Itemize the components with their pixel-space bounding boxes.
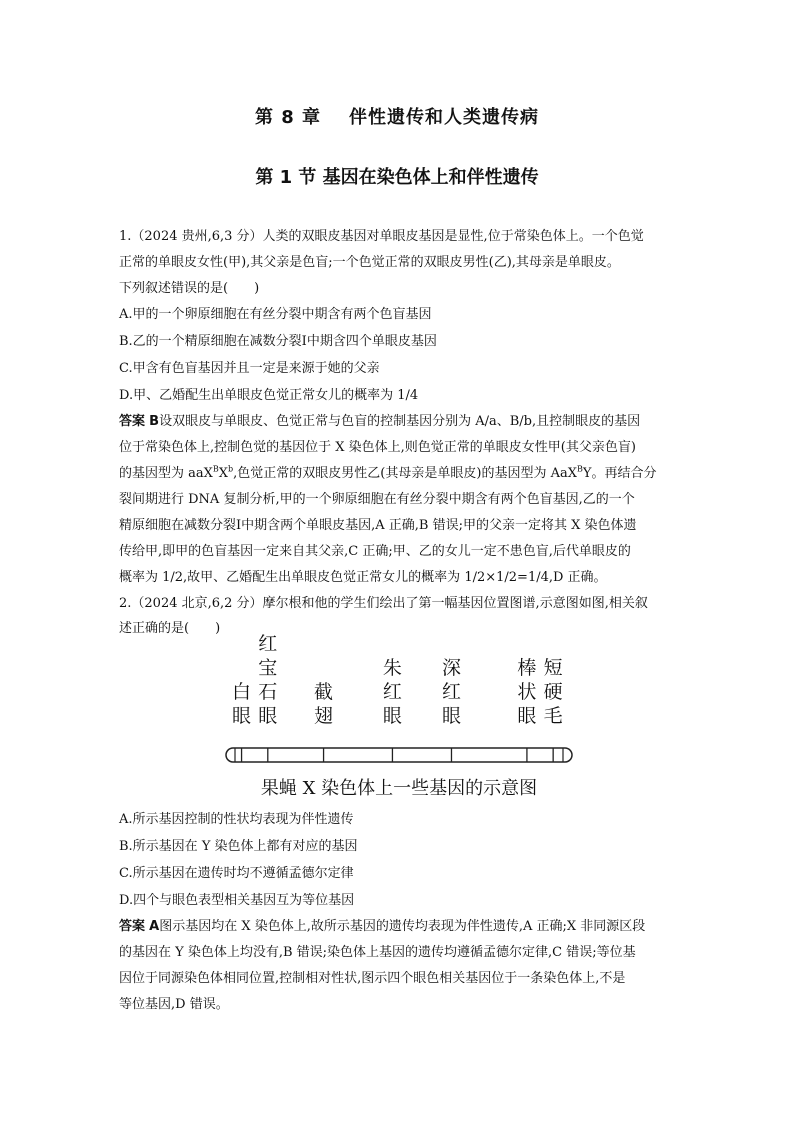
- q2-answer-text-1: 图示基因均在 X 染色体上,故所示基因的遗传均表现为伴性遗传,A 正确;X 非同源区段: [159, 919, 646, 934]
- q1-a3-pre: 的基因型为 aaX: [119, 466, 213, 481]
- q1-answer-text-1: 设双眼皮与单眼皮、色觉正常与色盲的控制基因分别为 A/a、B/b,且控制眼皮的基因: [159, 414, 641, 429]
- q2-answer-letter: A: [149, 919, 160, 934]
- q1-answer-letter: B: [149, 414, 160, 429]
- q2-answer-line-1: [119, 918, 645, 936]
- q1-answer-line-6: 传给甲,即甲的色盲基因一定来自其父亲,C 正确;甲、乙的女儿一定不患色盲,后代单眼皮的: [119, 544, 631, 559]
- q2-option-c: C.所示基因在遗传时均不遵循孟德尔定律: [119, 866, 354, 881]
- x-chromosome-figure: [222, 633, 582, 806]
- gene-label-0: 白眼: [232, 681, 252, 727]
- q2-stem-line-2: 述正确的是( ): [119, 621, 221, 636]
- q1-stem-line-2: 正常的单眼皮女性(甲),其父亲是色盲;一个色觉正常的双眼皮男性(乙),其母亲是单眼皮。: [119, 255, 620, 270]
- chapter-title: [0, 103, 794, 129]
- q1-answer-line-3: [119, 465, 656, 483]
- q1-option-b: B.乙的一个精原细胞在减数分裂Ⅰ中期含四个单眼皮基因: [119, 334, 437, 349]
- q1-a3-sup2: b: [228, 464, 234, 474]
- q2-stem-line-1: 2.（2024 北京,6,2 分）摩尔根和他的学生们绘出了第一幅基因位置图谱,示意图如图,相关叙: [119, 596, 648, 611]
- section-title: 第 1 节 基因在染色体上和伴性遗传: [255, 167, 539, 188]
- q1-a3-sup1: B: [212, 464, 219, 474]
- q1-option-a: A.甲的一个卵原细胞在有丝分裂中期含有两个色盲基因: [119, 307, 432, 322]
- q1-a3-sup3: B: [576, 464, 583, 474]
- q1-option-c: C.甲含有色盲基因并且一定是来源于她的父亲: [119, 361, 380, 376]
- chromosome-bar: [226, 748, 572, 762]
- q1-a3-mid: ,色觉正常的双眼皮男性乙(其母亲是单眼皮)的基因型为 AaX: [233, 466, 577, 481]
- chapter-name: 伴性遗传和人类遗传病: [349, 107, 540, 128]
- q2-option-a: A.所示基因控制的性状均表现为伴性遗传: [119, 812, 354, 827]
- q1-answer-line-7: 概率为 1/2,故甲、乙婚配生出单眼皮色觉正常女儿的概率为 1/2×1/2=1/4,D 正确。: [119, 570, 607, 585]
- q1-answer-line-4: 裂间期进行 DNA 复制分析,甲的一个卵原细胞在有丝分裂中期含有两个色盲基因,乙的一个: [119, 492, 635, 507]
- q2-answer-line-4: 等位基因,D 错误。: [119, 997, 229, 1012]
- q1-a3-x: X: [218, 466, 229, 481]
- gene-label-6: 短硬毛: [543, 657, 563, 727]
- gene-label-2: 截翅: [314, 681, 334, 727]
- q1-a3-post: Y。再结合分: [582, 466, 657, 481]
- gene-label-4: 深红眼: [441, 657, 461, 727]
- gene-label-3: 朱红眼: [382, 657, 402, 727]
- q1-stem-line-3: 下列叙述错误的是( ): [119, 281, 260, 296]
- q1-stem-line-1: 1.（2024 贵州,6,3 分）人类的双眼皮基因对单眼皮基因是显性,位于常染色体上。一个色觉: [119, 229, 644, 244]
- q1-option-d: D.甲、乙婚配生出单眼皮色觉正常女儿的概率为 1/4: [119, 388, 419, 403]
- figure-caption: 果蝇 X 染色体上一些基因的示意图: [260, 778, 538, 799]
- gene-label-5: 棒状眼: [517, 657, 537, 727]
- q2-option-b: B.所示基因在 Y 染色体上都有对应的基因: [119, 839, 358, 854]
- chapter-number: 第 8 章: [254, 107, 322, 128]
- q1-answer-line-2: 位于常染色体上,控制色觉的基因位于 X 染色体上,则色觉正常的单眼皮女性甲(其父亲色盲): [119, 440, 636, 455]
- q2-answer-label: 答案: [119, 919, 146, 934]
- q2-option-d: D.四个与眼色表型相关基因互为等位基因: [119, 893, 355, 908]
- gene-label-1: 红宝石眼: [258, 633, 278, 727]
- q1-answer-label: 答案: [119, 414, 146, 429]
- q1-answer-line-5: 精原细胞在减数分裂Ⅰ中期含两个单眼皮基因,A 正确,B 错误;甲的父亲一定将其 X 染色体遗: [119, 518, 637, 533]
- q2-answer-line-3: 因位于同源染色体相同位置,控制相对性状,图示四个眼色相关基因位于一条染色体上,不是: [119, 971, 626, 986]
- q2-answer-line-2: 的基因在 Y 染色体上均没有,B 错误;染色体上基因的遗传均遵循孟德尔定律,C 错误;等位基: [119, 945, 636, 960]
- q1-answer-line-1: [119, 413, 640, 431]
